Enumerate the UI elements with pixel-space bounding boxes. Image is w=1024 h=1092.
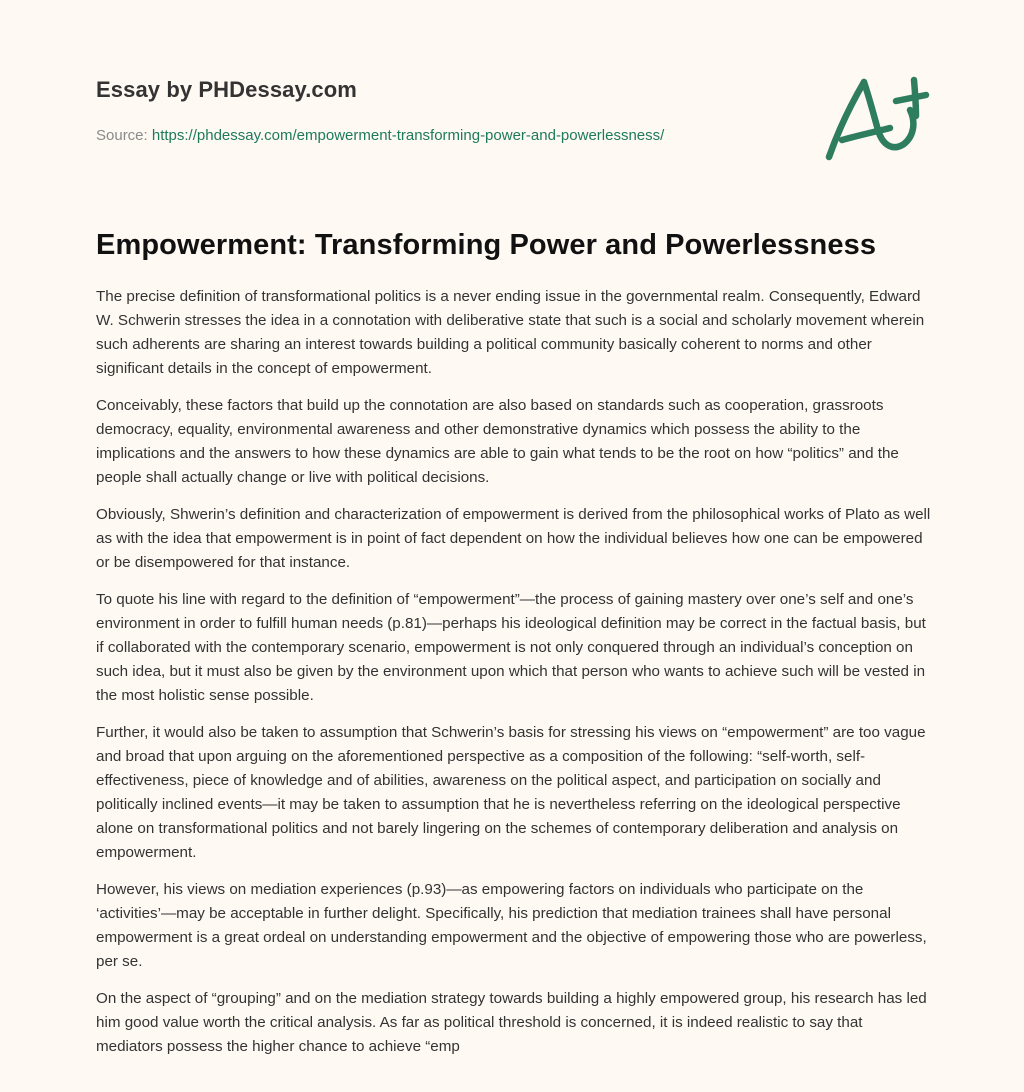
- essay-paragraph: The precise definition of transformational politics is a never ending issue in the governmental realm. Consequently, Edward W. Schwerin stresses the idea in a connotation with deliberative state that such is a social and scholarly movement wherein such adherents are sharing an interest towards building a political community basically coherent to norms and other significant details in the concept of empowerment.: [96, 288, 925, 377]
- essay-paragraph: Obviously, Shwerin’s definition and characterization of empowerment is derived from the philosophical works of Plato as well as with the idea that empowerment is in point of fact dependent on how the individual believes how one can be empowered or be disempowered for that instance.: [96, 506, 931, 571]
- source-line: [96, 126, 796, 146]
- essay-paragraph: Further, it would also be taken to assumption that Schwerin’s basis for stressing his views on “empowerment” are too vague and broad that upon arguing on the aforementioned perspective as a composition of the following: “self-worth, self-effectiveness, piece of knowledge and of abilities, awareness on the political aspect, and participation on socially and politically inclined events—it may be taken to assumption that he is nevertheless referring on the ideological perspective alone on transformational politics and not barely lingering on the schemes of contemporary deliberation and analysis on empowerment.: [96, 724, 926, 861]
- site-header: [96, 76, 796, 146]
- a-plus-grade-icon: [820, 64, 930, 169]
- source-link[interactable]: https://phdessay.com/empowerment-transforming-power-and-powerlessness/: [151, 127, 665, 144]
- essay-paragraph: Conceivably, these factors that build up the connotation are also based on standards such as cooperation, grassroots democracy, equality, environmental awareness and other demonstrative dynamics which possess the ability to the implications and the answers to how these dynamics are able to gain what tends to be the root on how “politics” and the people shall actually change or live with political decisions.: [96, 397, 899, 486]
- essay-body: [96, 285, 932, 1072]
- site-title: Essay by PHDessay.com: [96, 77, 357, 102]
- essay-title: Empowerment: Transforming Power and Powerlessness: [96, 229, 877, 261]
- essay-paragraph: However, his views on mediation experiences (p.93)—as empowering factors on individuals who participate on the ‘activities’—may be acceptable in further delight. Specifically, his prediction that mediation trainees shall have personal empowerment is a great ordeal on understanding empowerment and the objective of empowering those who are powerless, per se.: [96, 881, 927, 970]
- essay-paragraph: To quote his line with regard to the definition of “empowerment”—the process of gaining mastery over one’s self and one’s environment in order to fulfill human needs (p.81)—perhaps his ideological definition may be correct in the factual basis, but if collaborated with the contemporary scenario, empowerment is not only conquered through an individual’s conception on such idea, but it must also be given by the environment upon which that person who wants to achieve such will be vested in the most holistic sense possible.: [96, 591, 926, 704]
- essay-paragraph: On the aspect of “grouping” and on the mediation strategy towards building a highly empowered group, his research has led him good value worth the critical analysis. As far as political threshold is concerned, it is indeed realistic to say that mediators possess the higher chance to achieve “emp: [96, 990, 927, 1055]
- source-label: Source:: [96, 127, 148, 144]
